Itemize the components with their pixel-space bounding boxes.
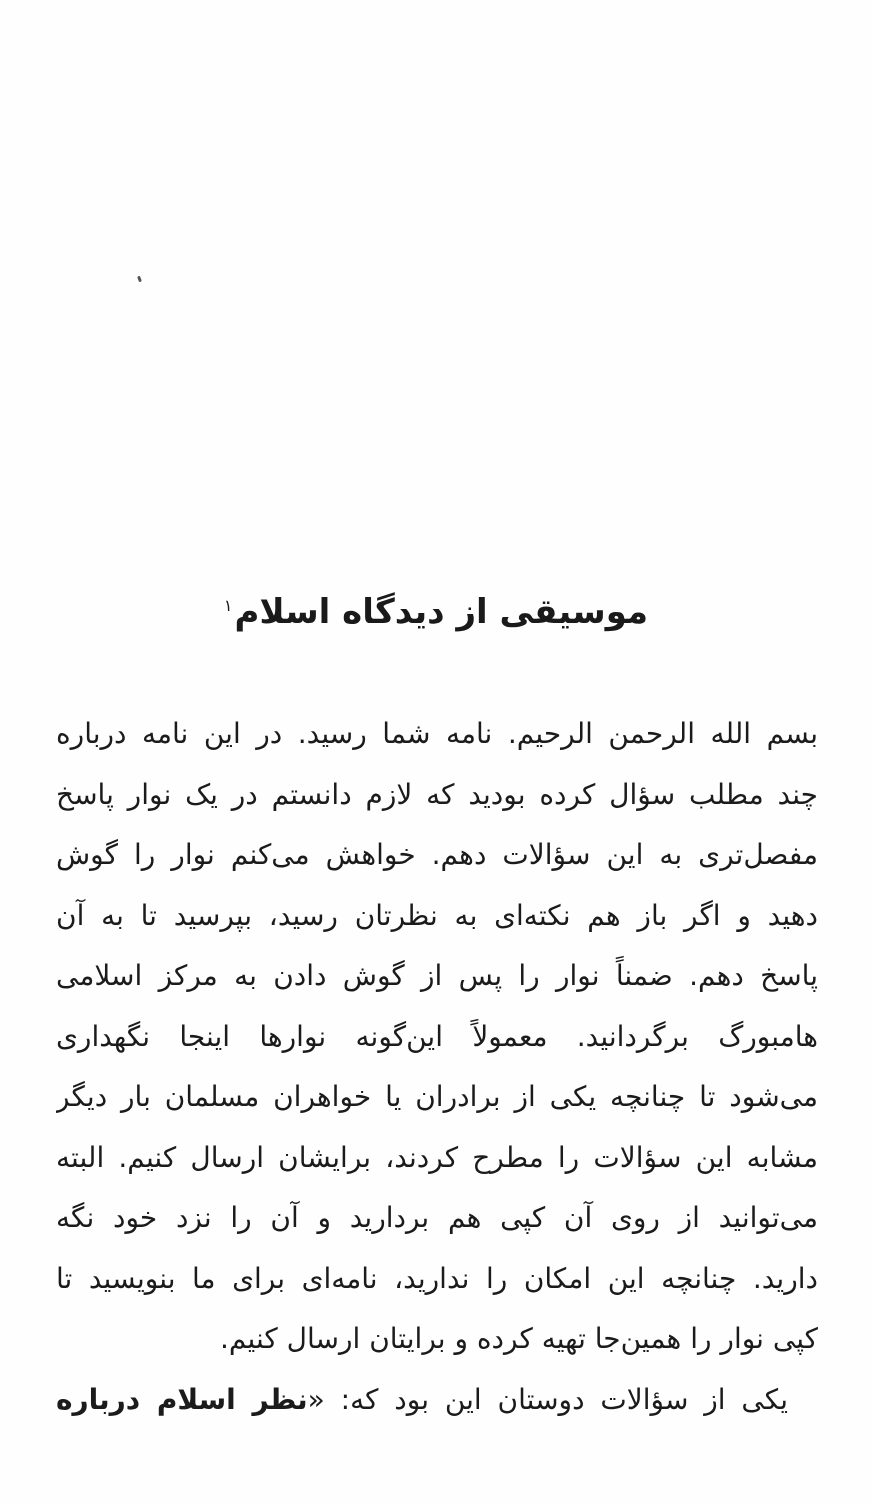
title-footnote-marker: ۱	[223, 595, 233, 615]
text-line-7: می‌شود تا چنانچه یکی از برادران یا خواهران مسلمان بار دیگر	[56, 1080, 818, 1113]
ink-speck	[137, 276, 142, 283]
chapter-title	[224, 590, 648, 634]
text-line-3: مفصل‌تری به این سؤالات دهم. خواهش می‌کنم نوار را گوش	[56, 838, 818, 871]
text-line-1: بسم الله الرحمن الرحیم. نامه شما رسید. در این نامه درباره	[56, 717, 818, 750]
text-line-12	[56, 1370, 818, 1431]
text-line-6: هامبورگ برگردانید. معمولاً این‌گونه نوارها اینجا نگهداری	[56, 1019, 818, 1053]
question-quote-start: نظر اسلام درباره	[56, 1382, 308, 1416]
chapter-title-text: موسیقی از دیدگاه اسلام	[234, 592, 649, 632]
question-intro: یکی از سؤالات دوستان این بود که: «	[307, 1382, 789, 1416]
text-line-2: چند مطلب سؤال کرده بودید که لازم دانستم در یک نوار پاسخ	[56, 777, 818, 811]
body-paragraph	[56, 704, 818, 1430]
text-line-9: می‌توانید از روی آن کپی هم بردارید و آن را نزد خود نگه	[56, 1201, 818, 1234]
text-line-5: پاسخ دهم. ضمناً نوار را پس از گوش دادن به مرکز اسلامی	[56, 959, 818, 992]
text-line-8: مشابه این سؤالات را مطرح کردند، برایشان ارسال کنیم. البته	[56, 1140, 818, 1174]
text-line-4: دهید و اگر باز هم نکته‌ای به نظرتان رسید، بپرسید تا به آن	[56, 898, 818, 932]
text-line-11: کپی نوار را همین‌جا تهیه کرده و برایتان ارسال کنیم.	[220, 1322, 818, 1355]
chapter-title-block	[0, 590, 872, 634]
text-line-10: دارید. چنانچه این امکان را ندارید، نامه‌ای برای ما بنویسید تا	[56, 1261, 818, 1295]
